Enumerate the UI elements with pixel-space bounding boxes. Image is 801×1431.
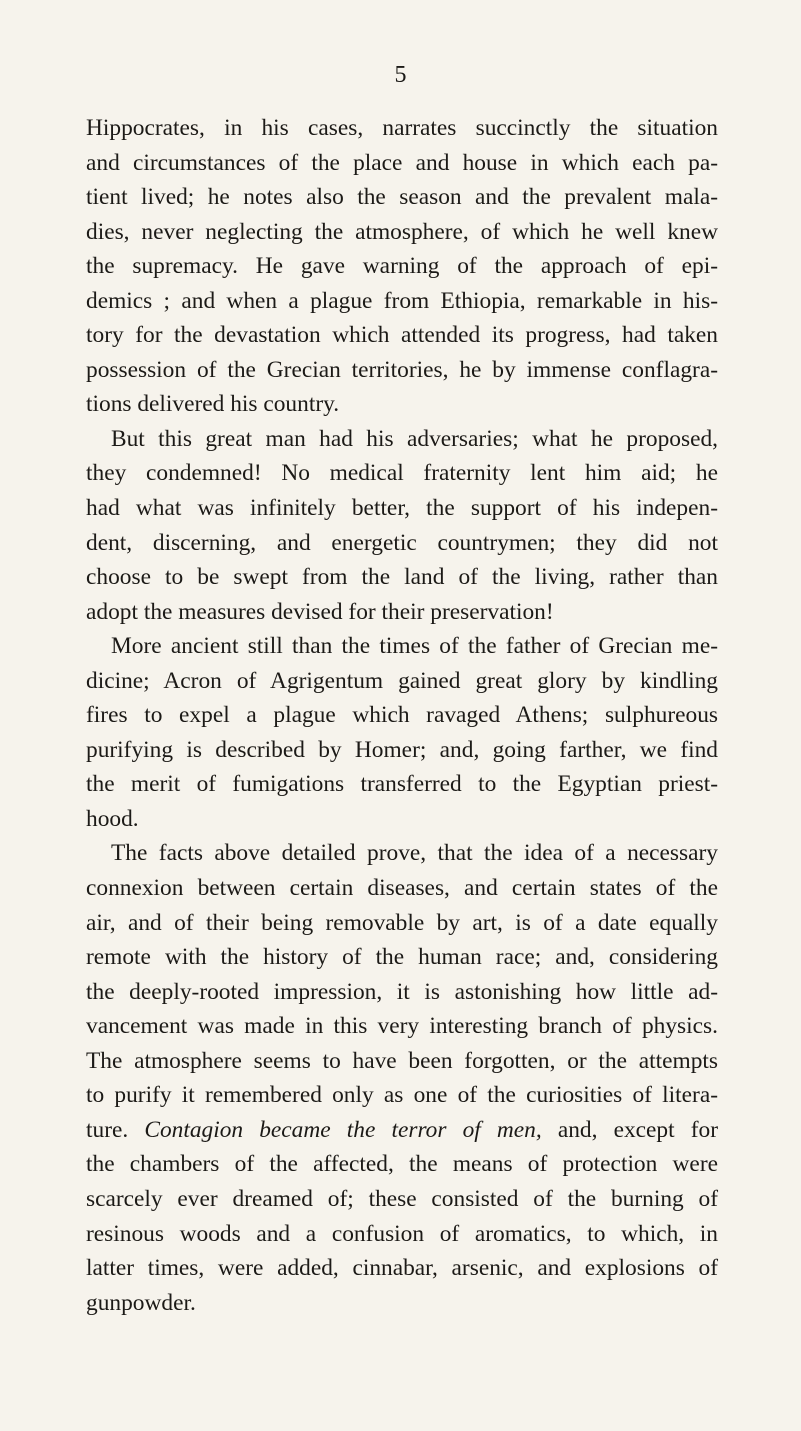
text-line: dent, discerning, and energetic countrymen; they did not bbox=[86, 529, 718, 556]
text-line: and circumstances of the place and house in which each pa- bbox=[86, 149, 718, 176]
text-line: adopt the measures devised for their preservation! bbox=[86, 598, 554, 625]
text-line: vancement was made in this very interesting branch of physics. bbox=[86, 1013, 718, 1040]
text-line: connexion between certain diseases, and certain states of the bbox=[86, 875, 718, 902]
text-line: More ancient still than the times of the father of Grecian me- bbox=[111, 633, 718, 660]
text-line: possession of the Grecian territories, he by immense conflagra- bbox=[86, 356, 718, 383]
text-line-with-italic bbox=[86, 1113, 718, 1148]
text-line: the supremacy. He gave warning of the approach of epi- bbox=[86, 253, 718, 280]
text-line: had what was infinitely better, the support of his indepen- bbox=[86, 495, 718, 522]
text-line: tory for the devastation which attended its progress, had taken bbox=[86, 322, 718, 349]
text-line: the chambers of the affected, the means of protection were bbox=[86, 1151, 718, 1178]
text-line: gunpowder. bbox=[86, 1289, 196, 1316]
text-line: The facts above detailed prove, that the idea of a necessary bbox=[111, 840, 718, 867]
text-line: choose to be swept from the land of the living, rather than bbox=[86, 564, 718, 591]
text-line: The atmosphere seems to have been forgotten, or the attempts bbox=[86, 1047, 718, 1074]
page-number: 5 bbox=[394, 62, 407, 88]
text-line: But this great man had his adversaries; what he proposed, bbox=[111, 425, 718, 452]
italic-phrase: Contagion became the terror of men, bbox=[144, 1116, 542, 1143]
text-line: tient lived; he notes also the season and the prevalent mala- bbox=[86, 184, 718, 211]
text-line: demics ; and when a plague from Ethiopia, remarkable in his- bbox=[86, 287, 718, 314]
paragraph-4 bbox=[86, 836, 718, 1320]
text-line: scarcely ever dreamed of; these consisted of the burning of bbox=[86, 1185, 718, 1212]
text-line: Hippocrates, in his cases, narrates succinctly the situation bbox=[86, 115, 718, 141]
text-line: they condemned! No medical fraternity lent him aid; he bbox=[86, 460, 718, 487]
text-segment: and, except for bbox=[557, 1116, 718, 1143]
text-line: dicine; Acron of Agrigentum gained great glory by kindling bbox=[86, 667, 718, 694]
text-line: fires to expel a plague which ravaged Athens; sulphureous bbox=[86, 702, 718, 729]
text-line: dies, never neglecting the atmosphere, of which he well knew bbox=[86, 218, 718, 245]
text-line: latter times, were added, cinnabar, arsenic, and explosions of bbox=[86, 1255, 718, 1282]
text-line: remote with the history of the human race; and, considering bbox=[86, 944, 718, 971]
text-line: the merit of fumigations transferred to the Egyptian priest- bbox=[86, 771, 718, 798]
text-line: to purify it remembered only as one of the curiosities of litera- bbox=[86, 1082, 718, 1109]
text-line: purifying is described by Homer; and, going farther, we find bbox=[86, 736, 718, 763]
text-segment: ture. bbox=[86, 1116, 129, 1143]
text-line: resinous woods and a confusion of aromatics, to which, in bbox=[86, 1220, 718, 1247]
paragraph-3 bbox=[86, 629, 718, 836]
paragraph-1 bbox=[86, 111, 718, 422]
body-text bbox=[86, 111, 718, 1320]
text-line: tions delivered his country. bbox=[86, 391, 340, 418]
text-line: air, and of their being removable by art, is of a date equally bbox=[86, 909, 718, 936]
text-line: the deeply-rooted impression, it is astonishing how little ad- bbox=[86, 978, 718, 1005]
text-line: hood. bbox=[86, 805, 139, 832]
paragraph-2 bbox=[86, 422, 718, 629]
